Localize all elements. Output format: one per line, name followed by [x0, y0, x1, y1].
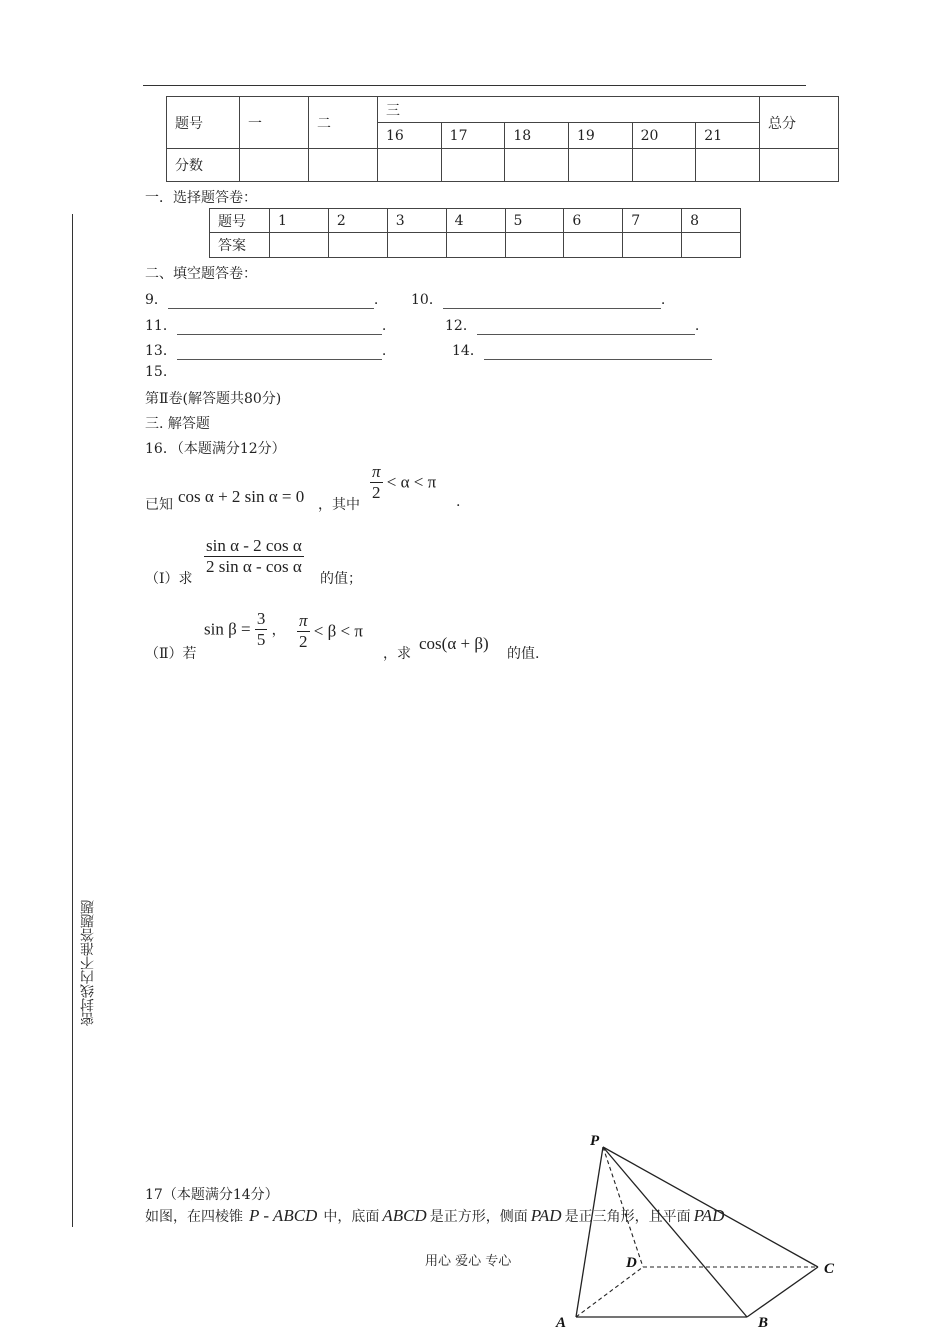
score-table-score-label: 分数 [167, 149, 240, 182]
q16-part2-range-rest: < β < π [313, 621, 363, 641]
score-cell [378, 149, 442, 182]
answer-cell[interactable] [270, 233, 329, 258]
q16-range-den: 2 [372, 483, 381, 502]
label-D: D [626, 1255, 637, 1271]
answer-table-q4: 4 [446, 209, 505, 233]
score-table-col-3: 三 [378, 97, 760, 123]
q16-part1-fraction [204, 536, 304, 577]
fill-blank[interactable] [177, 320, 382, 335]
label-P: P [590, 1133, 600, 1149]
q17-header: 17（本题满分14分） [145, 1187, 279, 1203]
q16-header: 16．（本题满分12分） [145, 441, 286, 457]
q16-part2-prefix: （Ⅱ）若 [145, 646, 197, 662]
q16-given-period: . [456, 494, 461, 510]
score-table-sub-19: 19 [568, 123, 632, 149]
q16-part1-den: 2 sin α - cos α [206, 557, 302, 576]
fill-period: . [381, 343, 387, 359]
fill-q9 [145, 289, 378, 309]
fill-q13-label: 13． [145, 343, 177, 359]
edge-PA [576, 1147, 603, 1317]
edge-BC [747, 1267, 818, 1317]
score-cell [696, 149, 760, 182]
label-B: B [758, 1315, 769, 1331]
score-table-sub-16: 16 [378, 123, 442, 149]
fill-q11 [145, 315, 386, 335]
fill-q11-label: 11． [145, 318, 177, 334]
score-cell [505, 149, 569, 182]
q16-part2-mid: ，求 [383, 646, 411, 662]
fill-q14 [452, 340, 712, 360]
section1-heading: 一．选择题答卷： [145, 190, 257, 206]
seal-line [72, 214, 73, 1227]
q16-part2-fraction [255, 609, 268, 650]
answer-table-q3: 3 [387, 209, 446, 233]
answer-table-q1: 1 [270, 209, 329, 233]
q17-expr-4: PAD [693, 1206, 725, 1225]
answer-cell[interactable] [446, 233, 505, 258]
q16-part1-suffix: 的值； [320, 571, 362, 587]
edge-PD [603, 1147, 643, 1267]
fill-blank[interactable] [477, 320, 695, 335]
fill-blank[interactable] [168, 294, 374, 309]
label-C: C [824, 1261, 835, 1277]
section2-heading: 二、填空题答卷： [145, 266, 257, 282]
score-table-sub-20: 20 [632, 123, 696, 149]
pyramid-figure [540, 1125, 850, 1344]
answer-table [209, 208, 741, 258]
edge-PC [603, 1147, 818, 1267]
page-footer: 用心 爱心 专心 [425, 1254, 512, 1269]
q17-expr-2: ABCD [382, 1206, 427, 1225]
fill-q10-label: 10． [411, 292, 443, 308]
score-cell [240, 149, 309, 182]
edge-PB [603, 1147, 747, 1317]
label-A: A [556, 1315, 567, 1331]
edge-AD [576, 1267, 643, 1317]
q16-given-eq: cos α + 2 sin α = 0 [178, 487, 305, 506]
score-table-sub-21: 21 [696, 123, 760, 149]
answer-cell[interactable] [505, 233, 564, 258]
fill-period: . [694, 318, 700, 334]
answer-cell[interactable] [682, 233, 741, 258]
answer-cell[interactable] [623, 233, 682, 258]
fill-q15-label: 15. [145, 364, 168, 380]
answer-table-qnum-label: 题号 [210, 209, 270, 233]
score-cell [632, 149, 696, 182]
score-cell [568, 149, 632, 182]
score-table-col-1: 一 [240, 97, 309, 149]
fill-blank[interactable] [443, 294, 661, 309]
q16-part2-range [297, 611, 363, 652]
q17-text-2: 中，底面 [323, 1209, 380, 1225]
fill-q9-label: 9． [145, 292, 168, 308]
answer-cell[interactable] [387, 233, 446, 258]
fill-period: . [660, 292, 666, 308]
answer-table-q5: 5 [505, 209, 564, 233]
q17-text-1: 如图，在四棱锥 [145, 1209, 243, 1225]
score-table-sub-17: 17 [441, 123, 505, 149]
q16-part2-range-fraction [297, 611, 310, 652]
fill-period: . [373, 292, 379, 308]
q17-expr-1: P - ABCD [249, 1206, 318, 1225]
q16-part2-expr: cos(α + β) [419, 634, 489, 653]
score-cell [760, 149, 839, 182]
q16-range-fraction [370, 462, 383, 503]
section3-heading: 三. 解答题 [145, 416, 210, 432]
score-table-total: 总分 [760, 97, 839, 149]
answer-table-q2: 2 [328, 209, 387, 233]
fill-period: . [381, 318, 387, 334]
q16-part2-comma: ， [271, 623, 286, 639]
fill-q12-label: 12． [445, 318, 477, 334]
q17-expr-3: PAD [530, 1206, 562, 1225]
fill-blank[interactable] [484, 345, 712, 360]
fill-blank[interactable] [177, 345, 382, 360]
answer-cell[interactable] [328, 233, 387, 258]
top-rule [143, 85, 806, 86]
q16-range-rest: < α < π [386, 472, 437, 492]
q16-where: ，其中 [318, 497, 360, 513]
fill-q12 [445, 315, 699, 335]
q16-given-prefix: 已知 [145, 497, 173, 513]
q16-range [370, 462, 436, 503]
fill-q14-label: 14． [452, 343, 484, 359]
answer-cell[interactable] [564, 233, 623, 258]
score-table-sub-18: 18 [505, 123, 569, 149]
q17-text-4: 是正三角形，且平面 [564, 1209, 691, 1225]
score-table-col-2: 二 [309, 97, 378, 149]
answer-table-q6: 6 [564, 209, 623, 233]
q17-text-3: 是正方形，侧面 [429, 1209, 528, 1225]
q16-part2-range-den: 2 [299, 632, 308, 651]
score-table [166, 96, 839, 182]
q16-part2-suffix: 的值. [507, 646, 540, 662]
q16-part2-range-num: π [299, 611, 308, 630]
q16-part1-num: sin α - 2 cos α [206, 536, 302, 555]
score-cell [309, 149, 378, 182]
q16-part2-num: 3 [256, 609, 266, 628]
fill-q10 [411, 289, 665, 309]
answer-table-q7: 7 [623, 209, 682, 233]
q16-range-num: π [372, 462, 381, 481]
fill-q13 [145, 340, 386, 360]
q16-part2-sin-label: sin β = [204, 619, 251, 639]
q16-part1-prefix: （Ⅰ）求 [145, 571, 193, 587]
answer-table-answer-label: 答案 [210, 233, 270, 258]
part2-title: 第Ⅱ卷(解答题共80分) [145, 391, 282, 407]
score-table-qnum-label: 题号 [167, 97, 240, 149]
q16-part2-sin [204, 609, 286, 650]
answer-table-q8: 8 [682, 209, 741, 233]
score-cell [441, 149, 505, 182]
seal-text: 密封线内不准答题题 [80, 900, 96, 1026]
q16-part1-expr [204, 536, 304, 577]
q16-part2-den: 5 [256, 630, 266, 649]
